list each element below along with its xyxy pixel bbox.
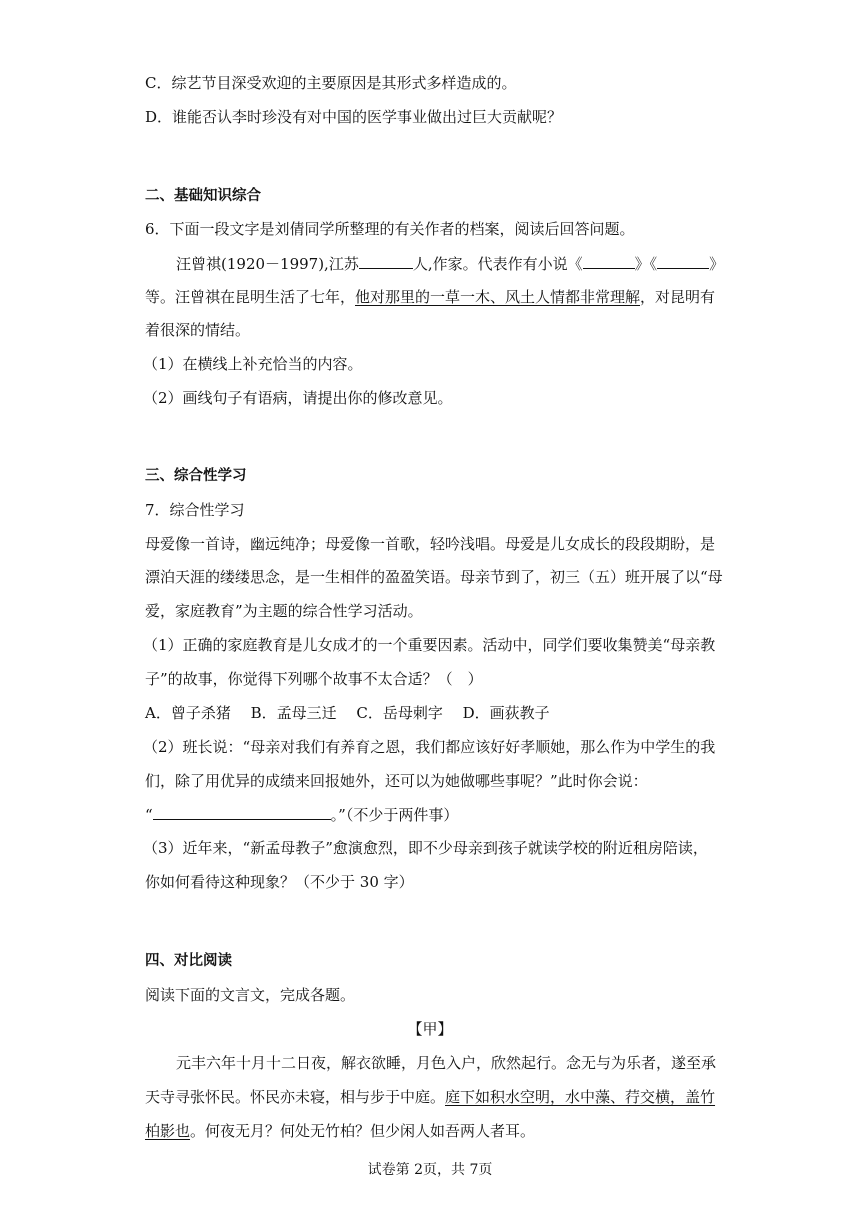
passage-text: 天寺寻张怀民。怀民亦未寝，相与步于中庭。 [145,1088,446,1106]
q6-paragraph-line-1 [176,253,724,274]
question-7-stem: 7．综合性学习 [145,501,245,519]
q6-text: 》 [709,255,725,273]
q7-sub-2-line-2: 们，除了用优异的成绩来回报她外，还可以为她做哪些事呢？”此时你会说： [145,772,648,790]
q7-paragraph-line-2: 漂泊天涯的缕缕思念，是一生相伴的盈盈笑语。母亲节到了，初三（五）班开展了以“母 [145,568,723,586]
q7-sub-1-options: A．曾子杀猪 B．孟母三迁 C．岳母刺字 D．画荻教子 [145,704,550,722]
passage-line-3 [145,1121,535,1141]
passage-title-jia: 【甲】 [407,1020,453,1038]
passage-line-2 [145,1087,715,1107]
q6-paragraph-line-2 [145,287,715,307]
fill-blank-work-1[interactable] [583,253,635,269]
q7-sub-3-line-1: （3）近年来，“新孟母教子”愈演愈烈，即不少母亲到孩子就读学校的附近租房陪读， [143,839,708,857]
q7-sub-2-line-1: （2）班长说：“母亲对我们有养育之恩，我们都应该好好孝顺她，那么作为中学生的我 [143,738,716,756]
q6-paragraph-line-3: 着很深的情结。 [145,321,251,339]
passage-line-1: 元丰六年十月十二日夜，解衣欲睡，月色入户，欣然起行。念无与为乐者，遂至承 [176,1054,717,1072]
q7-sub-1-line-2: 子”的故事，你觉得下列哪个故事不太合适？（ ） [145,670,483,688]
fill-blank-hometown[interactable] [359,253,413,269]
option-d: D．谁能否认李时珍没有对中国的医学事业做出过巨大贡献呢？ [145,108,563,126]
option-c: C．综艺节目深受欢迎的主要原因是其形式多样造成的。 [145,74,517,92]
q7-sub-3-line-2: 你如何看待这种现象？（不少于 30 字） [145,873,414,891]
section-heading-4: 四、对比阅读 [145,953,232,969]
q7-sub-1-line-1: （1）正确的家庭教育是儿女成才的一个重要因素。活动中，同学们要收集赞美“母亲教 [143,636,716,654]
q6-text: 汪曾祺(1920－1997),江苏 [176,255,359,273]
underlined-sentence: 庭下如积水空明，水中藻、荇交横，盖竹 [445,1088,716,1106]
section-4-intro: 阅读下面的文言文，完成各题。 [145,986,356,1004]
q7-paragraph-line-1: 母爱像一首诗，幽远纯净；母爱像一首歌，轻吟浅唱。母爱是儿女成长的段段期盼，是 [145,535,716,553]
q7-text: 。”（不少于两件事） [330,806,459,824]
underlined-sentence: 他对那里的一草一木、风土人情都非常理解 [355,288,641,306]
page-footer: 试卷第 2页，共 7页 [367,1162,493,1178]
q6-sub-2: （2）画线句子有语病，请提出你的修改意见。 [143,389,453,407]
q6-text: 等。汪曾祺在昆明生活了七年， [145,288,356,306]
q7-paragraph-line-3: 爱，家庭教育”为主题的综合性学习活动。 [145,602,423,620]
passage-text: 。何夜无月？何处无竹柏？但少闲人如吾两人者耳。 [190,1122,536,1140]
q6-text: 》《 [634,255,658,273]
q6-text: ，对昆明有 [640,288,716,306]
q6-text: 人,作家。代表作有小说《 [412,255,583,273]
fill-blank-work-2[interactable] [657,253,709,269]
section-heading-3: 三、综合性学习 [145,468,247,484]
question-6-stem: 6．下面一段文字是刘倩同学所整理的有关作者的档案，阅读后回答问题。 [145,220,635,238]
fill-blank-answer[interactable] [153,804,331,820]
open-quote: “ [145,806,153,824]
q7-sub-2-line-3 [145,804,458,825]
section-heading-2: 二、基础知识综合 [145,188,261,204]
q6-sub-1: （1）在横线上补充恰当的内容。 [143,355,363,373]
underlined-sentence: 柏影也 [145,1122,191,1140]
